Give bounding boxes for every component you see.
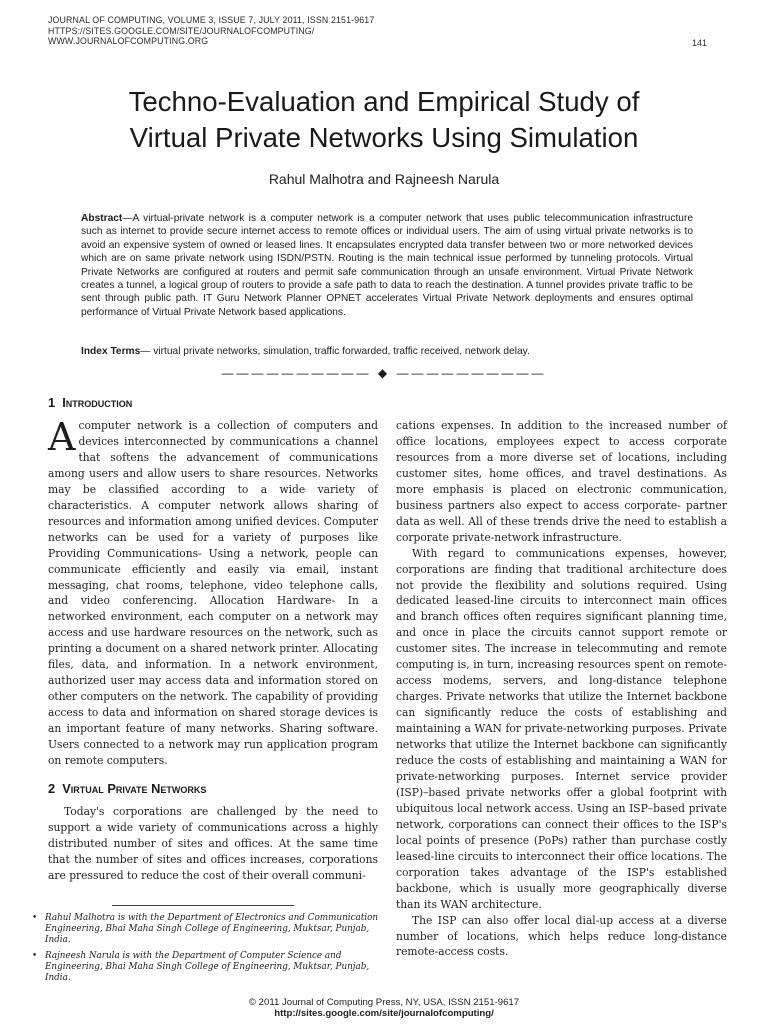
journal-header-line3: WWW.JOURNALOFCOMPUTING.ORG (48, 36, 209, 46)
section-1-body (48, 415, 378, 769)
authors: Rahul Malhotra and Rajneesh Narula (268, 171, 500, 187)
footnote-rule (112, 905, 294, 906)
footer-copyright: © 2011 Journal of Computing Press, NY, USA, ISSN 2151-9617 (248, 997, 520, 1008)
footnote-2-text: Rajneesh Narula is with the Department of Computer Science and Engineering, Bhai Maha Singh College of Engineering, Muktsar, Punjab, India. (45, 951, 370, 984)
title-line-1: Techno-Evaluation and Empirical Study of (128, 86, 640, 117)
footnote-bullet: • (32, 951, 38, 961)
journal-header-line1: JOURNAL OF COMPUTING, VOLUME 3, ISSUE 7, JULY 2011, ISSN 2151-9617 (48, 15, 375, 25)
dropcap-letter: A (48, 415, 76, 459)
section-divider: —————————— ◆ —————————— (221, 366, 547, 380)
footnote-1 (32, 913, 390, 947)
right-paragraph-2: With regard to communications expenses, however, corporations are finding that traditional architecture does not provide the flexibility and solutions required. Using dedicated leased-line circuits to interconnect main offices and branch offices often requires significant planning time, and once in place the circuits cannot support remote or customer sites. The increase in telecommuting and remote computing is, in turn, increasing resources spent on remote-access modems, servers, and long-distance telephone charges. Private networks that utilize the Internet backbone can significantly reduce the costs of establishing and maintaining a WAN for private-networking purposes. Private networks that utilize the Internet backbone can significantly reduce the costs of establishing and maintaining a WAN for private-networking purposes. Internet service provider (ISP)–based private networks offer a global footprint with ubiquitous local network access. Using an ISP–based private network, corporations can connect their offices to the ISP's local points of presence (PoPs) rather than purchase costly leased-line circuits to interconnect their office locations. The corporation takes advantage of the ISP's established backbone, which is usually more geographically diverse than its WAN architecture. (396, 546, 727, 911)
abstract-text: —A virtual-private network is a computer network is a computer network that uses public telecommunication infrastructure such as internet to provide secure internet access to remote offices or individual users. The aim of using virtual private networks is to avoid an expensive system of owned or leased lines. It encapsulates encrypted data transfer between two or more networked devices which are on same private network using ISDN/PSTN. Routing is the main technical issue performed by tunneling protocols. Virtual Private Networks are configured at routers and permit safe communication through an unsafe environment. Virtual Private Network creates a tunnel, a logical group of routers to provide a safe path to data to reach the destination. A tunnel provides private traffic to be sent through public path. IT Guru Network Planner OPNET accelerates Virtual Private Network deployments and ensures optimal performance of Virtual Private Network based applications. (81, 213, 693, 318)
journal-header-line2: HTTPS://SITES.GOOGLE.COM/SITE/JOURNALOFCOMPUTING/ (48, 25, 315, 36)
index-terms (81, 345, 693, 358)
title-line-2: Virtual Private Networks Using Simulation (129, 122, 639, 153)
index-terms-text: — virtual private networks, simulation, traffic forwarded, traffic received, network delay. (140, 346, 530, 357)
section-2-number: 2 (48, 781, 56, 796)
right-column-body (396, 418, 727, 960)
footnote-2 (32, 951, 390, 985)
footnote-1-text: Rahul Malhotra is with the Department of Electronics and Communication Engineering, Bhai Maha Singh College of Engineering, Muktsar, Punjab, India. (45, 913, 379, 946)
page-footer (0, 997, 768, 1019)
page-number: 141 (692, 38, 708, 48)
section-2-heading (48, 781, 206, 796)
abstract (81, 212, 693, 319)
section-1-number: 1 (48, 395, 56, 410)
index-terms-label: Index Terms (81, 346, 141, 357)
section-1-heading (48, 395, 132, 410)
paper-title (40, 84, 728, 156)
right-paragraph-3: The ISP can also offer local dial-up access at a diverse number of locations, which helps reduce long-distance remote-access costs. (396, 913, 727, 959)
section-2-body (48, 804, 378, 884)
abstract-label: Abstract (81, 213, 123, 224)
section-2-paragraph: Today's corporations are challenged by the need to support a wide variety of communications across a highly distributed number of sites and offices. At the same time that the number of sites and offices increases, corporations are pressured to reduce the cost of their overall communi- (48, 805, 378, 882)
footer-url[interactable]: http://sites.google.com/site/journalofcomputing/ (274, 1008, 494, 1019)
right-paragraph-1: cations expenses. In addition to the increased number of office locations, employees expect to access corporate resources from a more diverse set of locations, including customer sites, home offices, and travel destinations. As more emphasis is placed on electronic communication, business partners also expect to access corporate- partner data as well. All of these trends drive the need to establish a corporate private-network infrastructure. (396, 419, 727, 544)
section-1-paragraph: computer network is a collection of computers and devices interconnected by communications a channel that softens the advancement of communications among users and allow users to share resources. Networks may be classified according to a wide variety of characteristics. A computer network allows sharing of resources and information among unified devices. Computer networks can be used for a variety of purposes like Providing Communications- Using a network, people can communicate efficiently and easily via email, instant messaging, chat rooms, telephone, video telephone calls, and video conferencing. Allocation Hardware- In a networked environment, each computer on a network may access and use hardware resources on the network, such as printing a document on a shared network printer. Allocating files, data, and information. In a network environment, authorized user may access data and information stored on other computers on the network. The capability of providing access to data and information on shared storage devices is an important feature of many networks. Sharing software. Users connected to a network may run application program on remote computers. (48, 419, 378, 768)
section-1-title: Introduction (62, 395, 133, 410)
section-2-title: Virtual Private Networks (62, 781, 207, 796)
footnote-bullet: • (32, 913, 38, 923)
journal-header (48, 15, 608, 47)
